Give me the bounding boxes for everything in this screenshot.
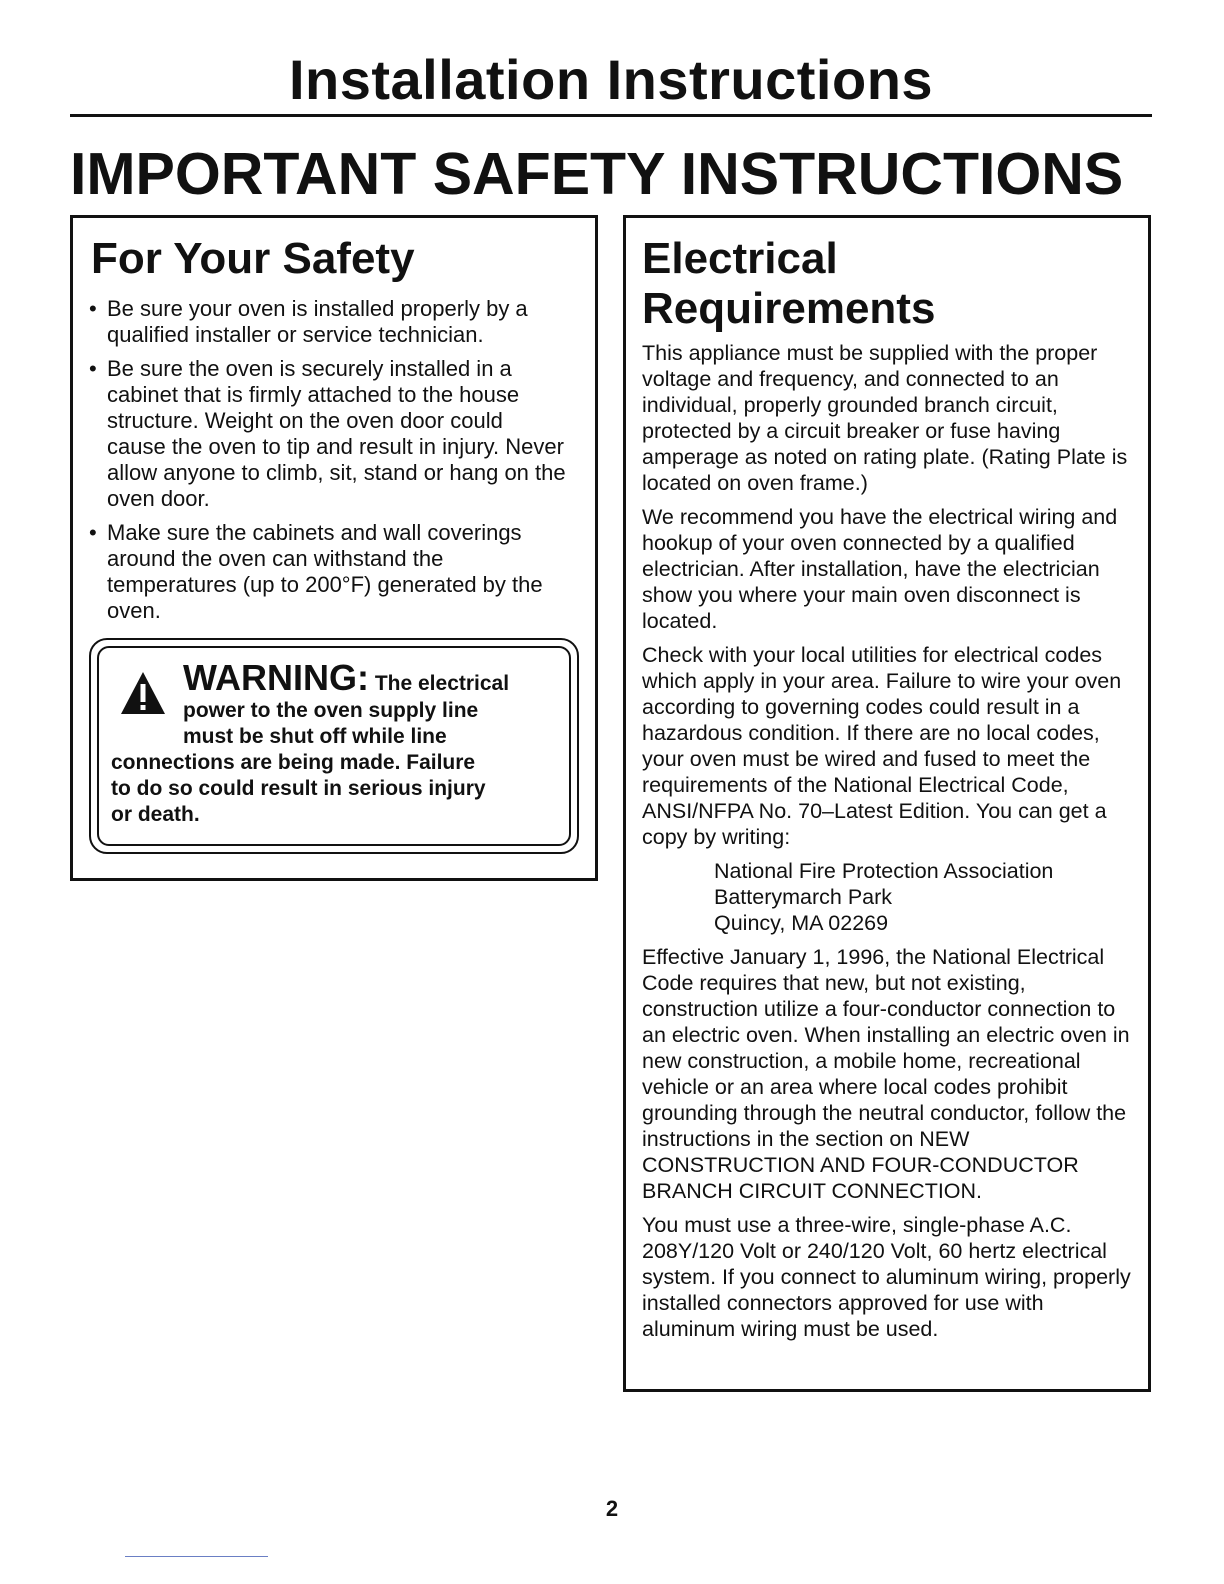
paragraph: You must use a three-wire, single-phase A.C. 208Y/120 Volt or 240/120 Volt, 60 hertz electrical system. If you connect to aluminum wiring, properly installed connectors approved for use with aluminum wiring must be used.: [642, 1213, 1131, 1341]
warning-line: power to the oven supply line: [183, 699, 479, 722]
electrical-body: [642, 340, 1142, 1350]
paragraph: Effective January 1, 1996, the National Electrical Code requires that new, but not existing, construction utilize a four-conductor connection to an electric oven. When installing an electric oven in new construction, a mobile home, recreational vehicle or an area where local codes prohibit grounding through the neutral conductor, follow the instructions in the section on NEW CONSTRUCTION AND FOUR-CONDUCTOR BRANCH CIRCUIT CONNECTION.: [642, 945, 1130, 1203]
list-item: [87, 356, 567, 512]
warning-line: connections are being made. Failure: [111, 751, 476, 774]
warning-line: to do so could result in serious injury: [111, 777, 486, 800]
warning-box: [89, 638, 579, 854]
address-line: Quincy, MA 02269: [714, 911, 889, 935]
paragraph: We recommend you have the electrical wiring and hookup of your oven connected by a qualified electrician. After installation, have the electrician show you where your main oven disconnect is located.: [642, 505, 1118, 633]
main-title: IMPORTANT SAFETY INSTRUCTIONS: [70, 141, 1124, 207]
electrical-heading: [642, 234, 1122, 334]
nfpa-address: [714, 858, 1142, 936]
page-header: Installation Instructions: [288, 48, 934, 111]
bullet-text: Be sure the oven is securely installed in a cabinet that is firmly attached to the house structure. Weight on the oven door could cause the oven to tip and result in injury. Never allow anyone to climb, sit, stand or hang on the oven door.: [107, 356, 566, 511]
heading-line: Requirements: [642, 284, 936, 333]
electrical-box: [623, 215, 1151, 1392]
bullet-icon: •: [89, 356, 97, 381]
warning-line: must be shut off while line: [183, 725, 447, 748]
warning-label: WARNING:: [183, 657, 369, 698]
safety-bullet-list: [87, 296, 567, 632]
paragraph: This appliance must be supplied with the proper voltage and frequency, and connected to an individual, properly grounded branch circuit, protected by a circuit breaker or fuse having amperage as noted on rating plate. (Rating Plate is located on oven frame.): [642, 341, 1128, 495]
footer-line: [125, 1556, 268, 1557]
address-line: Batterymarch Park: [714, 885, 893, 909]
warning-line: or death.: [111, 803, 200, 826]
list-item: [87, 520, 567, 624]
warning-line: The electrical: [374, 672, 510, 695]
bullet-icon: •: [89, 520, 97, 545]
address-line: National Fire Protection Association: [714, 859, 1054, 883]
page-number: 2: [605, 1496, 619, 1521]
paragraph: Check with your local utilities for electrical codes which apply in your area. Failure to wire your oven according to governing codes could result in a hazardous condition. If there are no local codes, your oven must be wired and fused to meet the requirements of the National Electrical Code, ANSI/NFPA No. 70–Latest Edition. You can get a copy by writing:: [642, 643, 1122, 849]
bullet-icon: •: [89, 296, 97, 321]
warning-text: [111, 658, 551, 828]
bullet-text: Be sure your oven is installed properly by a qualified installer or service technician.: [107, 296, 528, 347]
heading-line: Electrical: [642, 234, 838, 283]
header-rule: [70, 114, 1152, 117]
list-item: [87, 296, 567, 348]
bullet-text: Make sure the cabinets and wall coverings around the oven can withstand the temperatures (up to 200°F) generated by the oven.: [107, 520, 543, 623]
safety-box: [70, 215, 598, 881]
safety-heading: For Your Safety: [91, 234, 415, 283]
